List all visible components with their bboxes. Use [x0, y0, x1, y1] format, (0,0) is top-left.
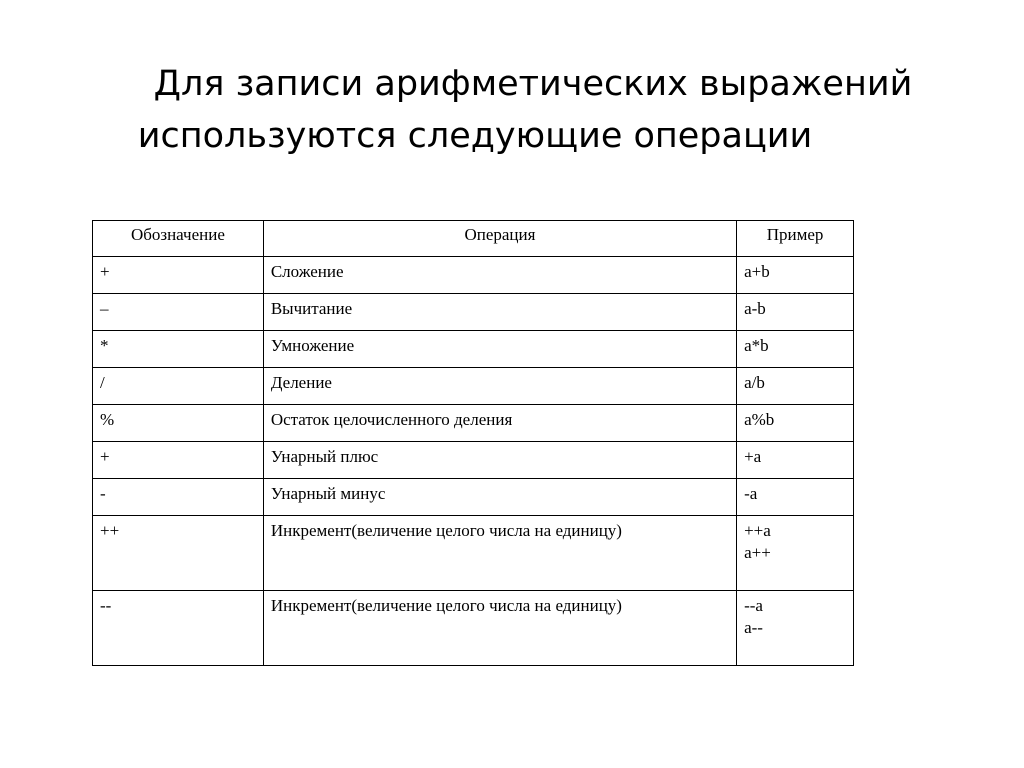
example-line: +a: [744, 447, 762, 466]
slide-title: [100, 58, 960, 162]
cell-example: [737, 442, 854, 479]
table-row: [93, 368, 854, 405]
header-operation: Операция: [263, 221, 736, 257]
example-line: --a: [744, 596, 763, 615]
cell-operation: Вычитание: [263, 294, 736, 331]
title-line-1: Для записи арифметических выражений: [153, 64, 913, 104]
example-line: a--: [744, 618, 763, 637]
table-row: [93, 405, 854, 442]
header-symbol: Обозначение: [93, 221, 264, 257]
cell-symbol: +: [93, 442, 264, 479]
cell-example: [737, 591, 854, 666]
cell-symbol: –: [93, 294, 264, 331]
cell-symbol: ++: [93, 516, 264, 591]
example-line: a/b: [744, 373, 765, 392]
title-line-2: используются следующие операции: [137, 116, 813, 156]
operations-table: [92, 220, 854, 666]
cell-symbol: +: [93, 257, 264, 294]
table-row: [93, 257, 854, 294]
cell-operation: Инкремент(величение целого числа на единицу): [263, 591, 736, 666]
cell-operation: Остаток целочисленного деления: [263, 405, 736, 442]
cell-example: [737, 257, 854, 294]
cell-operation: Сложение: [263, 257, 736, 294]
example-line: a*b: [744, 336, 769, 355]
cell-example: [737, 368, 854, 405]
cell-example: [737, 331, 854, 368]
cell-operation: Умножение: [263, 331, 736, 368]
cell-symbol: /: [93, 368, 264, 405]
cell-operation: Унарный минус: [263, 479, 736, 516]
cell-symbol: --: [93, 591, 264, 666]
example-line: a%b: [744, 410, 775, 429]
table-row: [93, 479, 854, 516]
table-header-row: [93, 221, 854, 257]
table-row: [93, 331, 854, 368]
example-line: a-b: [744, 299, 766, 318]
cell-operation: Унарный плюс: [263, 442, 736, 479]
example-line: -a: [744, 484, 758, 503]
cell-example: [737, 516, 854, 591]
table-row: [93, 516, 854, 591]
cell-symbol: -: [93, 479, 264, 516]
cell-symbol: *: [93, 331, 264, 368]
example-line: a+b: [744, 262, 770, 281]
table-row: [93, 294, 854, 331]
cell-operation: Инкремент(величение целого числа на единицу): [263, 516, 736, 591]
cell-operation: Деление: [263, 368, 736, 405]
example-line: a++: [744, 543, 771, 562]
cell-example: [737, 405, 854, 442]
cell-example: [737, 479, 854, 516]
example-line: ++a: [744, 521, 771, 540]
table-row: [93, 591, 854, 666]
cell-symbol: %: [93, 405, 264, 442]
cell-example: [737, 294, 854, 331]
table-row: [93, 442, 854, 479]
header-example: Пример: [737, 221, 854, 257]
